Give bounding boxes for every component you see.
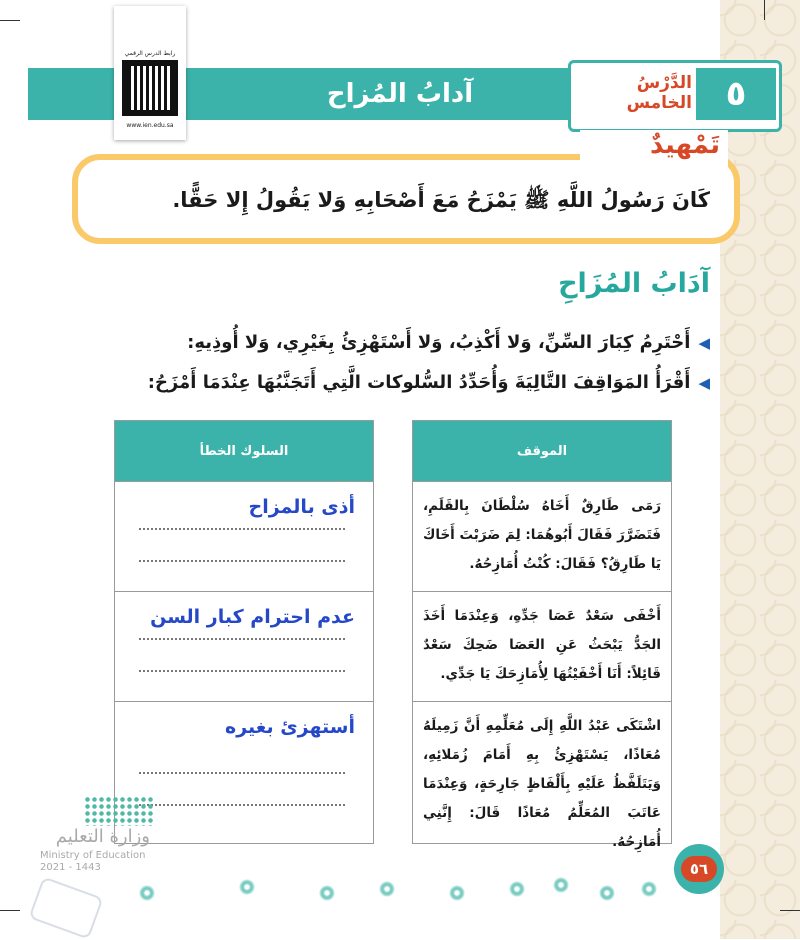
bullet-arrow-icon: ◀: [698, 334, 710, 352]
intro-text: كَانَ رَسُولُ اللَّهِ ﷺ يَمْزَحُ مَعَ أَصْحَابِهِ وَلا يَقُولُ إِلا حَقًّا.: [172, 188, 710, 212]
bullet-text: أَحْتَرِمُ كِبَارَ السِّنِّ، وَلا أَكْذِبُ، وَلا أَسْتَهْزِئُ بِغَيْرِي، وَلا أُوذِيهِ:: [187, 332, 691, 353]
answer-text[interactable]: أستهزئ بغيره: [225, 716, 355, 738]
answer-line: [139, 560, 345, 562]
page-number: ٥٦: [681, 856, 717, 882]
behavior-table: [114, 420, 374, 844]
flower-icon: [378, 880, 396, 898]
crop-mark: [0, 20, 20, 21]
page-number-badge: [674, 844, 724, 894]
crop-mark: [764, 0, 765, 20]
decorative-pattern: [720, 0, 800, 939]
answer-cell[interactable]: [115, 591, 373, 701]
qr-code-icon[interactable]: [122, 60, 178, 116]
answer-cell[interactable]: [115, 481, 373, 591]
answer-line: [139, 772, 345, 774]
flower-icon: [508, 880, 526, 898]
crop-mark: [0, 910, 20, 911]
bullet-arrow-icon: ◀: [698, 374, 710, 392]
qr-card[interactable]: [114, 6, 186, 140]
situation-cell: [413, 481, 671, 591]
situation-text: أَخْفَى سَعْدٌ عَصَا جَدِّهِ، وَعِنْدَمَا أَخَذَ الجَدُّ يَبْحَثُ عَنِ العَصَا ضَحِكَ سَعْدٌ قَائِلاً: أَنَا أَخْفَيْتُهَا لِأُمَازِحَكَ يَا جَدِّي.: [423, 608, 661, 682]
answer-line: [139, 670, 345, 672]
crop-mark: [780, 910, 800, 911]
edition-year: 2021 - 1443: [40, 862, 101, 873]
situation-cell: [413, 591, 671, 701]
flower-icon: [552, 876, 570, 894]
flower-icon: [318, 884, 336, 902]
section-title: آدَابُ المُزَاحِ: [558, 268, 710, 299]
situation-table: [412, 420, 672, 850]
ministry-logo: [34, 790, 174, 940]
situation-text: اشْتَكَى عَبْدُ اللَّهِ إِلَى مُعَلِّمِهِ أَنَّ زَمِيلَهُ مُعَاذًا، يَسْتَهْزِئُ بِهِ أَمَامَ زُمَلائِهِ، وَيَتَلَفَّظُ عَلَيْهِ بِأَلْفَاظٍ جَارِحَةٍ، وَعِنْدَمَا عَاتَبَ المُعَلِّمُ مُعَاذًا قَالَ: إِنَّنِي أُمَازِحُهُ.: [423, 718, 661, 850]
behavior-header: السلوك الخطأ: [115, 421, 373, 481]
lesson-label: الدَّرْسُ الخامس: [626, 73, 692, 113]
situation-header: الموقف: [413, 421, 671, 481]
ministry-name-ar: وزارة التعليم: [55, 826, 150, 847]
answer-line: [139, 638, 345, 640]
ministry-shape-icon: [28, 876, 103, 939]
answer-text[interactable]: عدم احترام كبار السن: [150, 606, 355, 628]
situation-cell: [413, 701, 671, 850]
flower-icon: [448, 884, 466, 902]
qr-caption: رابط الدرس الرقمي: [124, 50, 176, 57]
flower-icon: [238, 878, 256, 896]
ministry-dots-icon: [84, 796, 154, 826]
flower-icon: [640, 880, 658, 898]
intro-heading: تَمْهيدٌ: [580, 130, 728, 170]
bullet-item: [120, 328, 710, 358]
flower-icon: [138, 884, 156, 902]
lesson-number: ٥: [696, 68, 776, 120]
lesson-title: آدابُ المُزاح: [326, 79, 474, 109]
situation-text: رَمَى طَارِقٌ أَخَاهُ سُلْطَانَ بِالقَلَمِ، فَتَضَرَّرَ فَقَالَ أَبُوهُمَا: لِمَ ضَرَبْتَ أَخَاكَ يَا طَارِقُ؟ فَقَالَ: كُنْتُ أُمَازِحُهُ.: [423, 498, 661, 572]
ministry-name-en: Ministry of Education: [40, 850, 146, 861]
answer-text[interactable]: أذى بالمزاح: [248, 496, 355, 518]
answer-line: [139, 528, 345, 530]
flower-icon: [598, 884, 616, 902]
bullet-item: [120, 368, 710, 398]
bullet-text: أَقْرَأُ المَوَاقِفَ التَّالِيَةَ وَأُحَدِّدُ السُّلوكات الَّتِي أَتَجَنَّبُهَا عِنْدَمَا أَمْزَحُ:: [147, 372, 691, 393]
qr-url: www.ien.edu.sa: [126, 122, 174, 129]
